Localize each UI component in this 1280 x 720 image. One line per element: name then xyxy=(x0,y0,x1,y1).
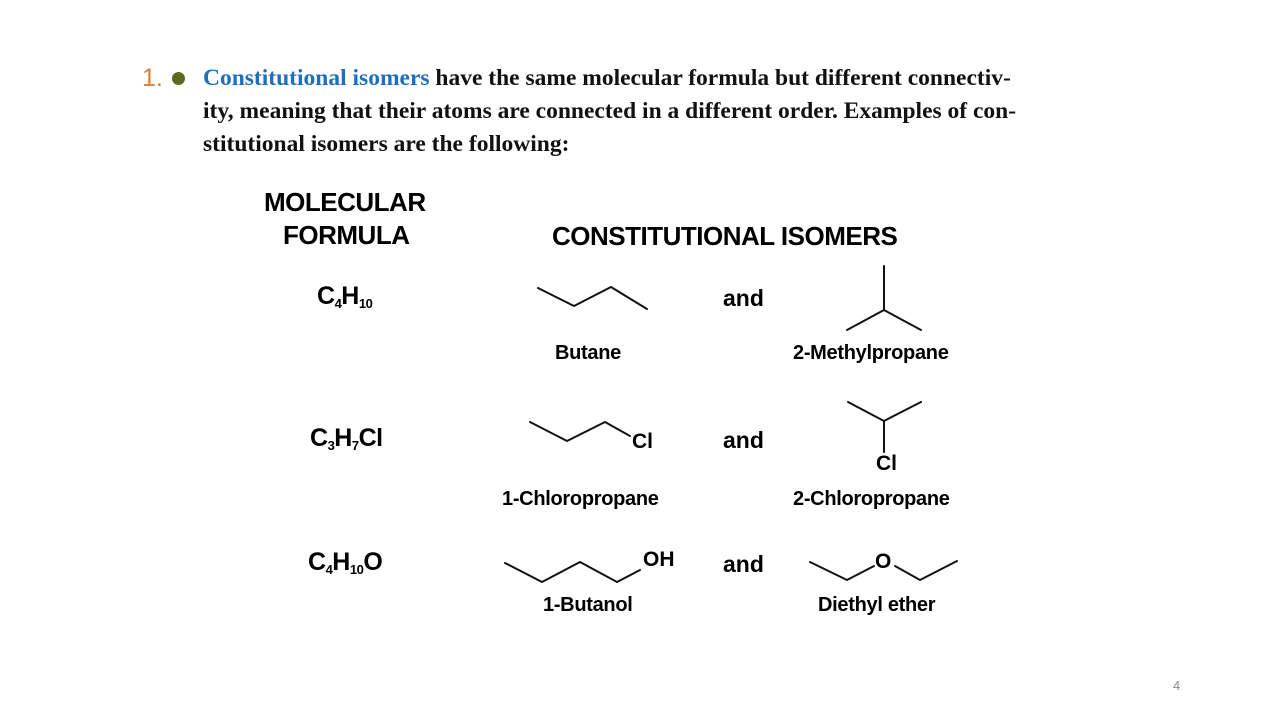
formula-tail: O xyxy=(363,548,383,576)
formula-hydrogen-count: 7 xyxy=(351,438,359,453)
formula-carbon: C xyxy=(317,282,335,310)
list-number: 1. xyxy=(142,64,163,92)
and-connector: and xyxy=(723,551,764,577)
formula-carbon: C xyxy=(308,548,326,576)
atom-label-o: O xyxy=(875,550,892,573)
compound-name-1-chloropropane: 1-Chloropropane xyxy=(502,488,659,510)
formula-carbon-count: 3 xyxy=(327,438,335,453)
formula-carbon: C xyxy=(310,424,328,452)
2-chloropropane-skeleton xyxy=(848,402,921,452)
formula-hydrogen: H xyxy=(341,282,359,310)
compound-name-2-methylpropane: 2-Methylpropane xyxy=(793,342,949,364)
page-number: 4 xyxy=(1173,678,1181,693)
formula-hydrogen-count: 10 xyxy=(358,296,373,311)
header-formula-line: FORMULA xyxy=(283,220,410,250)
and-connector: and xyxy=(723,427,764,453)
chloropropane-skeleton xyxy=(530,422,630,441)
atom-label-cl-1: Cl xyxy=(632,430,653,453)
header-constitutional-isomers: CONSTITUTIONAL ISOMERS xyxy=(552,221,898,251)
formula-hydrogen: H xyxy=(332,548,350,576)
atom-label-oh: OH xyxy=(643,548,675,571)
term-constitutional-isomers: Constitutional isomers xyxy=(203,65,430,91)
paragraph-line-1-rest: have the same molecular formula but different connectiv- xyxy=(429,65,1011,91)
formula-tail: Cl xyxy=(358,424,383,452)
header-molecular-line: MOLECULAR xyxy=(264,187,426,217)
formula-hydrogen-count: 10 xyxy=(349,562,364,577)
and-connector: and xyxy=(723,285,764,311)
butanol-skeleton xyxy=(505,562,640,582)
formula-hydrogen: H xyxy=(334,424,352,452)
atom-label-cl-2: Cl xyxy=(876,452,897,475)
compound-name-2-chloropropane: 2-Chloropropane xyxy=(793,488,950,510)
formula-carbon-count: 4 xyxy=(325,562,333,577)
compound-name-diethyl-ether: Diethyl ether xyxy=(818,594,936,616)
methylpropane-skeleton xyxy=(847,266,921,330)
compound-name-butane: Butane xyxy=(555,342,621,364)
compound-name-1-butanol: 1-Butanol xyxy=(543,594,633,616)
butane-skeleton xyxy=(538,287,647,309)
paragraph-line-2: ity, meaning that their atoms are connected in a different order. Examples of con- xyxy=(203,98,1017,124)
formula-carbon-count: 4 xyxy=(334,296,342,311)
paragraph-line-3: stitutional isomers are the following: xyxy=(203,131,570,157)
